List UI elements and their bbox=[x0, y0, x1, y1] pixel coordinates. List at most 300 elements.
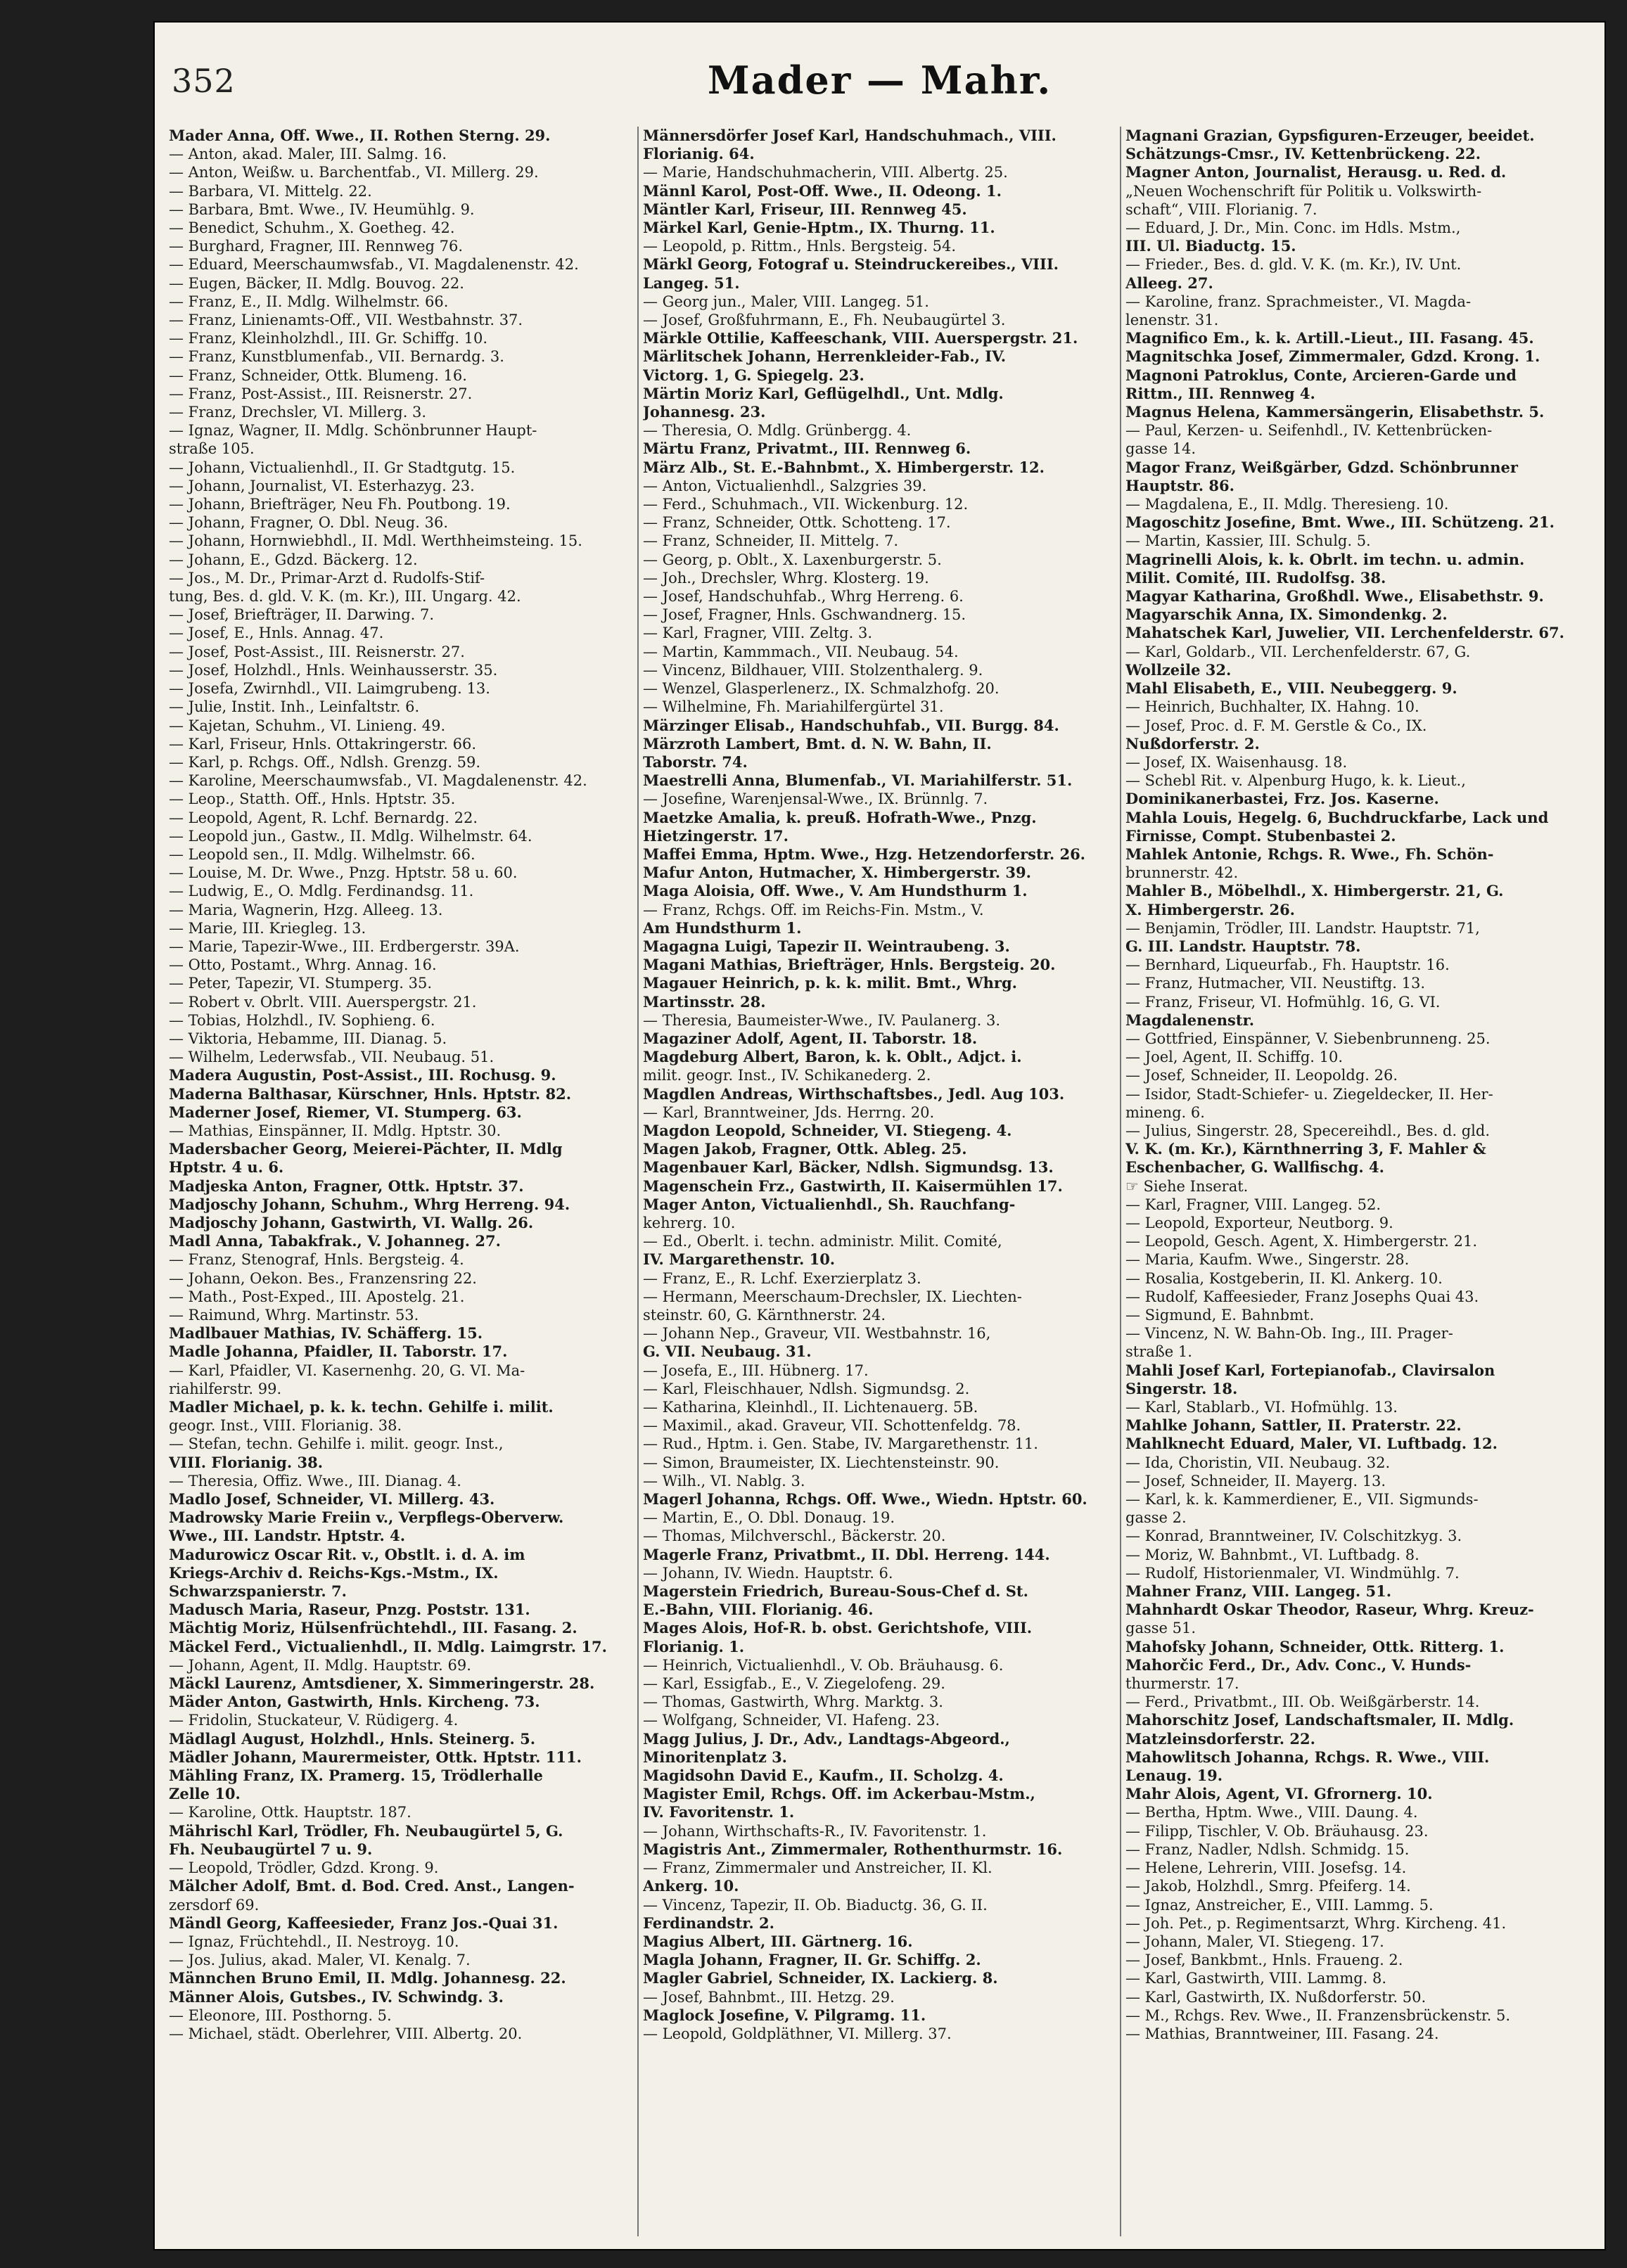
directory-entry: Magner Anton, Journalist, Herausg. u. Red. d. bbox=[1125, 163, 1507, 181]
directory-entry: Maderna Balthasar, Kürschner, Hnls. Hptstr. 82. bbox=[169, 1084, 572, 1103]
directory-entry: — Eleonore, III. Posthorng. 5. bbox=[169, 2006, 392, 2024]
directory-entry: Madl Anna, Tabakfrak., V. Johanneg. 27. bbox=[169, 1232, 501, 1250]
directory-entry: — Joh., Drechsler, Whrg. Klosterg. 19. bbox=[643, 569, 929, 587]
directory-entry: IV. Favoritenstr. 1. bbox=[643, 1803, 795, 1821]
directory-entry: — Kajetan, Schuhm., VI. Linieng. 49. bbox=[169, 717, 446, 734]
directory-entry: — Viktoria, Hebamme, III. Dianag. 5. bbox=[169, 1030, 447, 1047]
directory-entry: — Josef, Schneider, II. Leopoldg. 26. bbox=[1125, 1067, 1398, 1084]
directory-entry: — Leopold, Agent, R. Lchf. Bernardg. 22. bbox=[169, 809, 478, 826]
directory-entry: — Ed., Oberlt. i. techn. administr. Milit. Comité, bbox=[643, 1233, 1002, 1250]
directory-entry: Magauer Heinrich, p. k. k. milit. Bmt., Whrg. bbox=[643, 974, 1017, 992]
directory-entry: Magagna Luigi, Tapezir II. Weintraubeng. 3. bbox=[643, 937, 1010, 955]
directory-entry: — Karl, Gastwirth, VIII. Lammg. 8. bbox=[1125, 1970, 1387, 1987]
directory-entry: lenenstr. 31. bbox=[1125, 312, 1219, 329]
directory-entry: — Marie, Handschuhmacherin, VIII. Albertg. 25. bbox=[643, 164, 1008, 181]
directory-entry: — Peter, Tapezir, VI. Stumperg. 35. bbox=[169, 975, 433, 992]
directory-entry: — Johann, Agent, II. Mdlg. Hauptstr. 69. bbox=[169, 1656, 471, 1674]
directory-entry: — Moriz, W. Bahnbmt., VI. Luftbadg. 8. bbox=[1125, 1546, 1419, 1563]
directory-entry: — Mathias, Branntweiner, III. Fasang. 24. bbox=[1125, 2025, 1439, 2042]
directory-entry: — Franz, Schneider, Ottk. Schotteng. 17. bbox=[643, 514, 951, 532]
directory-entry: Mälcher Adolf, Bmt. d. Bod. Cred. Anst., Langen- bbox=[169, 1877, 575, 1895]
directory-entry: Mäder Anton, Gastwirth, Hnls. Kircheng. 73. bbox=[169, 1693, 540, 1711]
directory-entry: — Frieder., Bes. d. gld. V. K. (m. Kr.), IV. Unt. bbox=[1125, 256, 1462, 274]
directory-entry: — Fridolin, Stuckateur, V. Rüdigerg. 4. bbox=[169, 1712, 459, 1729]
directory-entry: — Josef, Bankbmt., Hnls. Fraueng. 2. bbox=[1125, 1952, 1403, 1969]
directory-entry: Mahner Franz, VIII. Langeg. 51. bbox=[1125, 1582, 1392, 1601]
directory-entry: — Karl, Friseur, Hnls. Ottakringerstr. 66. bbox=[169, 735, 477, 752]
directory-entry: Magen Jakob, Fragner, Ottk. Ableg. 25. bbox=[643, 1140, 967, 1158]
directory-entry: — Rudolf, Kaffeesieder, Franz Josephs Quai 43. bbox=[1125, 1288, 1479, 1305]
directory-entry: Langeg. 51. bbox=[643, 274, 740, 292]
directory-entry: — Josefa, Zwirnhdl., VII. Laimgrubeng. 13. bbox=[169, 680, 490, 698]
directory-entry: E.-Bahn, VIII. Florianig. 46. bbox=[643, 1601, 874, 1619]
directory-entry: — Jos. Julius, akad. Maler, VI. Kenalg. 7. bbox=[169, 1952, 471, 1969]
directory-entry: Männersdörfer Josef Karl, Handschuhmach., VIII. bbox=[643, 127, 1057, 144]
directory-entry: — Karl, Fragner, VIII. Langeg. 52. bbox=[1125, 1196, 1382, 1213]
directory-entry: Märtin Moriz Karl, Geflügelhdl., Unt. Mdlg. bbox=[643, 384, 1004, 402]
directory-entry: — Karoline, franz. Sprachmeister., VI. Magda- bbox=[1125, 293, 1472, 310]
directory-entry: — Leopold, p. Rittm., Hnls. Bergsteig. 54. bbox=[643, 238, 956, 255]
page-number: 352 bbox=[172, 62, 236, 100]
directory-entry: IV. Margarethenstr. 10. bbox=[643, 1250, 836, 1269]
directory-entry: Maestrelli Anna, Blumenfab., VI. Mariahilferstr. 51. bbox=[643, 771, 1073, 790]
directory-entry: zersdorf 69. bbox=[169, 1896, 260, 1914]
directory-entry: — Karl, k. k. Kammerdiener, E., VII. Sigmunds- bbox=[1125, 1491, 1479, 1508]
directory-entry: Magdlen Andreas, Wirthschaftsbes., Jedl. Aug 103. bbox=[643, 1084, 1065, 1103]
directory-entry: Magyarschik Anna, IX. Simondenkg. 2. bbox=[1125, 606, 1448, 624]
directory-entry: — Rud., Hptm. i. Gen. Stabe, IV. Margarethenstr. 11. bbox=[643, 1435, 1038, 1453]
directory-entry: gasse 14. bbox=[1125, 440, 1197, 458]
directory-entry: Männer Alois, Gutsbes., IV. Schwindg. 3. bbox=[169, 1987, 504, 2006]
directory-entry: Mahorčic Ferd., Dr., Adv. Conc., V. Hunds- bbox=[1125, 1655, 1472, 1674]
directory-entry: Hptstr. 4 u. 6. bbox=[169, 1158, 284, 1177]
directory-entry: — Konrad, Branntweiner, IV. Colschitzkyg. 3. bbox=[1125, 1527, 1462, 1545]
directory-entry: — Johann, Wirthschafts-R., IV. Favoritenstr. 1. bbox=[643, 1822, 987, 1840]
directory-entry: — Magdalena, E., II. Mdlg. Theresieng. 10. bbox=[1125, 496, 1449, 513]
column-1 bbox=[169, 127, 633, 2236]
directory-entry: Madjoschy Johann, Schuhm., Whrg Herreng. 94. bbox=[169, 1195, 570, 1213]
directory-entry: — Josef, Großfuhrmann, E., Fh. Neubaugürtel 3. bbox=[643, 312, 1006, 329]
directory-entry: Magerl Johanna, Rchgs. Off. Wwe., Wiedn. Hptstr. 60. bbox=[643, 1490, 1087, 1508]
directory-entry: Magler Gabriel, Schneider, IX. Lackierg. 8. bbox=[643, 1969, 998, 1987]
directory-entry: Mäntler Karl, Friseur, III. Rennweg 45. bbox=[643, 200, 967, 218]
directory-entry: — Leopold, Trödler, Gdzd. Krong. 9. bbox=[169, 1859, 439, 1877]
directory-entry: — Karl, p. Rchgs. Off., Ndlsh. Grenzg. 59. bbox=[169, 753, 481, 771]
directory-entry: — Theresia, Offiz. Wwe., III. Dianag. 4. bbox=[169, 1472, 461, 1489]
directory-entry: Magyar Katharina, Großhdl. Wwe., Elisabethstr. 9. bbox=[1125, 587, 1544, 606]
directory-entry: — Johann, Journalist, VI. Esterhazyg. 23. bbox=[169, 477, 475, 494]
directory-entry: — Ferd., Schuhmach., VII. Wickenburg. 12. bbox=[643, 496, 969, 513]
directory-entry: VIII. Florianig. 38. bbox=[169, 1453, 324, 1471]
directory-entry: Magnitschka Josef, Zimmermaler, Gdzd. Krong. 1. bbox=[1125, 347, 1540, 366]
directory-entry: — Thomas, Gastwirth, Whrg. Marktg. 3. bbox=[643, 1693, 943, 1711]
directory-entry: — Vincenz, N. W. Bahn-Ob. Ing., III. Prager- bbox=[1125, 1325, 1453, 1343]
directory-entry: schaft“, VIII. Florianig. 7. bbox=[1125, 200, 1317, 218]
directory-entry: Magani Mathias, Briefträger, Hnls. Bergsteig. 20. bbox=[643, 956, 1056, 974]
directory-entry: — Wolfgang, Schneider, VI. Hafeng. 23. bbox=[643, 1712, 940, 1729]
directory-entry: — Raimund, Whrg. Martinstr. 53. bbox=[169, 1307, 419, 1324]
directory-entry: — Martin, E., O. Dbl. Donaug. 19. bbox=[643, 1509, 895, 1527]
directory-entry: Alleeg. 27. bbox=[1125, 274, 1213, 292]
directory-entry: Mäckl Laurenz, Amtsdiener, X. Simmeringerstr. 28. bbox=[169, 1674, 595, 1693]
directory-entry: März Alb., St. E.-Bahnbmt., X. Himbergerstr. 12. bbox=[643, 458, 1045, 476]
directory-entry: — Vincenz, Bildhauer, VIII. Stolzenthalerg. 9. bbox=[643, 661, 983, 679]
directory-entry: Zelle 10. bbox=[169, 1785, 241, 1803]
directory-entry: Magerstein Friedrich, Bureau-Sous-Chef d. St. bbox=[643, 1582, 1028, 1601]
directory-entry: Märlitschek Johann, Herrenkleider-Fab., IV. bbox=[643, 347, 1007, 366]
directory-entry: Martinsstr. 28. bbox=[643, 992, 766, 1011]
directory-entry: mineng. 6. bbox=[1125, 1103, 1205, 1121]
directory-entry: — Maria, Kaufm. Wwe., Singerstr. 28. bbox=[1125, 1251, 1410, 1269]
running-head: Mader — Mahr. bbox=[707, 58, 1052, 103]
directory-entry: — Franz, Schneider, II. Mittelg. 7. bbox=[643, 532, 899, 550]
directory-entry: — Franz, Linienamts-Off., VII. Westbahnstr. 37. bbox=[169, 312, 523, 329]
directory-entry: — Math., Post-Exped., III. Apostelg. 21. bbox=[169, 1288, 465, 1305]
directory-entry: — Hermann, Meerschaum-Drechsler, IX. Liechten- bbox=[643, 1288, 1022, 1305]
directory-entry: Märkle Ottilie, Kaffeeschank, VIII. Auerspergstr. 21. bbox=[643, 329, 1078, 347]
directory-entry: Magidsohn David E., Kaufm., II. Scholzg. 4. bbox=[643, 1767, 1004, 1785]
directory-entry: — Karl, Gastwirth, IX. Nußdorferstr. 50. bbox=[1125, 1988, 1427, 2006]
directory-entry: — Johann, IV. Wiedn. Hauptstr. 6. bbox=[643, 1564, 893, 1582]
directory-entry: — Josef, Schneider, II. Mayerg. 13. bbox=[1125, 1472, 1386, 1489]
directory-entry: gasse 2. bbox=[1125, 1509, 1187, 1527]
directory-entry: G. III. Landstr. Hauptstr. 78. bbox=[1125, 937, 1361, 955]
directory-entry: Mädler Johann, Maurermeister, Ottk. Hptstr. 111. bbox=[169, 1748, 582, 1766]
directory-entry: — Bertha, Hptm. Wwe., VIII. Daung. 4. bbox=[1125, 1804, 1418, 1821]
directory-entry: — Bernhard, Liqueurfab., Fh. Hauptstr. 16. bbox=[1125, 956, 1450, 974]
directory-entry: — Schebl Rit. v. Alpenburg Hugo, k. k. Lieut., bbox=[1125, 772, 1466, 790]
directory-entry: — Wenzel, Glasperlenerz., IX. Schmalzhofg. 20. bbox=[643, 680, 1000, 698]
directory-entry: — Mathias, Einspänner, II. Mdlg. Hptstr. 30. bbox=[169, 1122, 502, 1139]
directory-entry: Rittm., III. Rennweg 4. bbox=[1125, 384, 1315, 402]
column-divider bbox=[637, 127, 639, 2236]
directory-entry: Mahr Alois, Agent, VI. Gfrornerg. 10. bbox=[1125, 1785, 1433, 1803]
directory-entry: straße 105. bbox=[169, 440, 255, 458]
directory-entry: — Karl, Goldarb., VII. Lerchenfelderstr. 67, G. bbox=[1125, 643, 1471, 660]
column-2 bbox=[643, 127, 1116, 2236]
directory-entry: — Anton, Weißw. u. Barchentfab., VI. Millerg. 29. bbox=[169, 164, 539, 181]
directory-entry: — Wilhelm, Lederwsfab., VII. Neubaug. 51. bbox=[169, 1049, 495, 1066]
directory-entry: — Johann, Maler, VI. Stiegeng. 17. bbox=[1125, 1933, 1384, 1950]
directory-entry: — Theresia, O. Mdlg. Grünbergg. 4. bbox=[643, 422, 912, 440]
directory-entry: — Ignaz, Wagner, II. Mdlg. Schönbrunner Haupt- bbox=[169, 422, 537, 440]
directory-entry: Mahlknecht Eduard, Maler, VI. Luftbadg. 12. bbox=[1125, 1435, 1498, 1453]
page-header bbox=[153, 21, 1606, 120]
directory-entry: — Jos., M. Dr., Primar-Arzt d. Rudolfs-Stif- bbox=[169, 569, 485, 587]
directory-entry: — Martin, Kassier, III. Schulg. 5. bbox=[1125, 532, 1371, 550]
directory-entry: Mäckel Ferd., Victualienhdl., II. Mdlg. Laimgrstr. 17. bbox=[169, 1637, 607, 1655]
directory-entry: Mahl Elisabeth, E., VIII. Neubeggerg. 9. bbox=[1125, 679, 1457, 698]
directory-entry: — Jakob, Holzhdl., Smrg. Pfeiferg. 14. bbox=[1125, 1878, 1411, 1895]
directory-entry: — Katharina, Kleinhdl., II. Lichtenauerg. 5B. bbox=[643, 1399, 978, 1416]
directory-entry: — Tobias, Holzhdl., IV. Sophieng. 6. bbox=[169, 1011, 435, 1029]
directory-entry: Hauptstr. 86. bbox=[1125, 476, 1234, 494]
directory-entry: Minoritenplatz 3. bbox=[643, 1748, 787, 1766]
directory-entry: Madersbacher Georg, Meierei-Pächter, II. Mdlg bbox=[169, 1140, 563, 1158]
directory-entry: Fh. Neubaugürtel 7 u. 9. bbox=[169, 1840, 373, 1858]
directory-entry: Florianig. 1. bbox=[643, 1637, 745, 1655]
directory-entry: — Franz, Drechsler, VI. Millerg. 3. bbox=[169, 404, 427, 421]
directory-entry: — Ida, Choristin, VII. Neubaug. 32. bbox=[1125, 1454, 1391, 1471]
directory-entry: thurmerstr. 17. bbox=[1125, 1675, 1239, 1693]
directory-entry: — Ferd., Privatbmt., III. Ob. Weißgärberstr. 14. bbox=[1125, 1693, 1480, 1711]
directory-entry: riahilferstr. 99. bbox=[169, 1380, 282, 1397]
directory-entry: Wwe., III. Landstr. Hptstr. 4. bbox=[169, 1527, 406, 1545]
directory-entry: Maffei Emma, Hptm. Wwe., Hzg. Hetzendorferstr. 26. bbox=[643, 845, 1085, 863]
directory-entry: Märzinger Elisab., Handschuhfab., VII. Burgg. 84. bbox=[643, 716, 1059, 734]
directory-entry: V. K. (m. Kr.), Kärnthnerring 3, F. Mahler & bbox=[1125, 1140, 1486, 1158]
directory-columns bbox=[169, 127, 1591, 2236]
directory-entry: — Eduard, J. Dr., Min. Conc. im Hdls. Mstm., bbox=[1125, 219, 1461, 237]
directory-entry: Madler Michael, p. k. k. techn. Gehilfe i. milit. bbox=[169, 1398, 554, 1416]
directory-entry: Matzleinsdorferstr. 22. bbox=[1125, 1729, 1315, 1748]
directory-entry: — Karl, Fragner, VIII. Zeltg. 3. bbox=[643, 624, 873, 642]
directory-entry: Hietzingerstr. 17. bbox=[643, 826, 789, 845]
directory-entry: — Otto, Postamt., Whrg. Annag. 16. bbox=[169, 956, 437, 974]
directory-entry: — Maria, Wagnerin, Hzg. Alleeg. 13. bbox=[169, 901, 443, 918]
directory-entry: geogr. Inst., VIII. Florianig. 38. bbox=[169, 1417, 402, 1435]
directory-entry: — Franz, Stenograf, Hnls. Bergsteig. 4. bbox=[169, 1251, 464, 1269]
directory-entry: — Franz, Kleinholzhdl., III. Gr. Schiffg. 10. bbox=[169, 330, 488, 347]
directory-entry: — Franz, Rchgs. Off. im Reichs-Fin. Mstm., V. bbox=[643, 901, 984, 918]
directory-entry: — Barbara, Bmt. Wwe., IV. Heumühlg. 9. bbox=[169, 200, 475, 218]
directory-entry: — Helene, Lehrerin, VIII. Josefsg. 14. bbox=[1125, 1859, 1407, 1877]
directory-entry: — Josef, Holzhdl., Hnls. Weinhausserstr. 35. bbox=[169, 661, 498, 679]
directory-entry: — Leopold, Gesch. Agent, X. Himbergerstr. 21. bbox=[1125, 1233, 1478, 1250]
directory-entry: — Ignaz, Früchtehdl., II. Nestroyg. 10. bbox=[169, 1933, 459, 1950]
directory-entry: — Franz, Friseur, VI. Hofmühlg. 16, G. VI. bbox=[1125, 993, 1441, 1011]
directory-entry: — Filipp, Tischler, V. Ob. Bräuhausg. 23. bbox=[1125, 1822, 1429, 1840]
directory-entry: — Karoline, Meerschaumwsfab., VI. Magdalenenstr. 42. bbox=[169, 772, 587, 790]
directory-entry: — Stefan, techn. Gehilfe i. milit. geogr. Inst., bbox=[169, 1435, 504, 1453]
directory-entry: steinstr. 60, G. Kärnthnerstr. 24. bbox=[643, 1307, 886, 1324]
directory-entry: Dominikanerbastei, Frz. Jos. Kaserne. bbox=[1125, 790, 1439, 808]
directory-entry: Magnifico Em., k. k. Artill.-Lieut., III. Fasang. 45. bbox=[1125, 329, 1534, 347]
directory-entry: Am Hundsthurm 1. bbox=[643, 918, 802, 937]
directory-entry: — Karl, Branntweiner, Jds. Herrng. 20. bbox=[643, 1103, 935, 1121]
directory-entry: Männchen Bruno Emil, II. Mdlg. Johannesg. 22. bbox=[169, 1969, 566, 1987]
directory-entry: Magnus Helena, Kammersängerin, Elisabethstr. 5. bbox=[1125, 403, 1545, 421]
directory-entry: — Josef, Bahnbmt., III. Hetzg. 29. bbox=[643, 1988, 895, 2006]
directory-entry: — Franz, Hutmacher, VII. Neustiftg. 13. bbox=[1125, 975, 1426, 992]
directory-entry: Mahlke Johann, Sattler, II. Praterstr. 22. bbox=[1125, 1416, 1462, 1435]
directory-entry: — Franz, Post-Assist., III. Reisnerstr. 27. bbox=[169, 385, 473, 402]
directory-entry: — Franz, Nadler, Ndlsh. Schmidg. 15. bbox=[1125, 1840, 1410, 1858]
directory-entry: Magnoni Patroklus, Conte, Arcieren-Garde und bbox=[1125, 366, 1517, 384]
directory-entry: Magg Julius, J. Dr., Adv., Landtags-Abgeord., bbox=[643, 1729, 1010, 1748]
directory-entry: Magor Franz, Weißgärber, Gdzd. Schönbrunner bbox=[1125, 458, 1518, 476]
directory-entry: tung, Bes. d. gld. V. K. (m. Kr.), III. Ungarg. 42. bbox=[169, 588, 521, 606]
directory-entry: Schwarzspanierstr. 7. bbox=[169, 1582, 347, 1601]
directory-entry: — Franz, Schneider, Ottk. Blumeng. 16. bbox=[169, 366, 467, 384]
directory-entry: Victorg. 1, G. Spiegelg. 23. bbox=[643, 366, 864, 384]
directory-entry: — Eugen, Bäcker, II. Mdlg. Bouvog. 22. bbox=[169, 274, 464, 292]
directory-entry: milit. geogr. Inst., IV. Schikanederg. 2. bbox=[643, 1067, 931, 1084]
directory-entry: — M., Rchgs. Rev. Wwe., II. Franzensbrückenstr. 5. bbox=[1125, 2006, 1511, 2024]
directory-entry: — Michael, städt. Oberlehrer, VIII. Albertg. 20. bbox=[169, 2025, 523, 2042]
directory-entry: Wollzeile 32. bbox=[1125, 660, 1232, 679]
directory-entry: — Heinrich, Victualienhdl., V. Ob. Bräuhausg. 6. bbox=[643, 1656, 1004, 1674]
directory-entry: — Robert v. Obrlt. VIII. Auerspergstr. 21. bbox=[169, 993, 477, 1011]
directory-entry: — Marie, Tapezir-Wwe., III. Erdbergerstr. 39A. bbox=[169, 937, 520, 955]
directory-entry: Mächtig Moriz, Hülsenfrüchtehdl., III. Fasang. 2. bbox=[169, 1619, 578, 1637]
directory-entry: Singerstr. 18. bbox=[1125, 1379, 1238, 1397]
directory-entry: — Theresia, Baumeister-Wwe., IV. Paulanerg. 3. bbox=[643, 1011, 1001, 1029]
directory-entry: gasse 51. bbox=[1125, 1620, 1197, 1637]
directory-entry: — Maximil., akad. Graveur, VII. Schottenfeldg. 78. bbox=[643, 1417, 1021, 1435]
directory-entry: — Anton, akad. Maler, III. Salmg. 16. bbox=[169, 146, 447, 163]
directory-entry: Firnisse, Compt. Stubenbastei 2. bbox=[1125, 826, 1396, 845]
directory-entry: — Franz, Zimmermaler und Anstreicher, II. Kl. bbox=[643, 1859, 993, 1877]
directory-entry: Mahler B., Möbelhdl., X. Himbergerstr. 21, G. bbox=[1125, 882, 1504, 900]
directory-entry: — Anton, Victualienhdl., Salzgries 39. bbox=[643, 477, 927, 494]
directory-entry: Märtu Franz, Privatmt., III. Rennweg 6. bbox=[643, 440, 971, 458]
directory-entry: Madurowicz Oscar Rit. v., Obstlt. i. d. A. im bbox=[169, 1545, 525, 1563]
directory-entry: Magdon Leopold, Schneider, VI. Stiegeng. 4. bbox=[643, 1121, 1012, 1139]
directory-entry: Nußdorferstr. 2. bbox=[1125, 734, 1260, 752]
directory-entry: — Franz, E., R. Lchf. Exerzierplatz 3. bbox=[643, 1269, 921, 1287]
directory-entry: Mahatschek Karl, Juwelier, VII. Lerchenfelderstr. 67. bbox=[1125, 624, 1564, 642]
directory-entry: — Johann, Victualienhdl., II. Gr Stadtgutg. 15. bbox=[169, 459, 516, 476]
directory-entry: X. Himbergerstr. 26. bbox=[1125, 900, 1295, 918]
directory-entry: Mages Alois, Hof-R. b. obst. Gerichtshofe, VIII. bbox=[643, 1619, 1033, 1637]
directory-entry: — Wilh., VI. Nablg. 3. bbox=[643, 1472, 805, 1489]
directory-entry: Maga Aloisia, Off. Wwe., V. Am Hundsthurm 1. bbox=[643, 882, 1028, 900]
directory-entry: Mahlek Antonie, Rchgs. R. Wwe., Fh. Schön- bbox=[1125, 845, 1494, 863]
directory-entry: brunnerstr. 42. bbox=[1125, 864, 1239, 882]
directory-entry: Maetzke Amalia, k. preuß. Hofrath-Wwe., Pnzg. bbox=[643, 808, 1037, 826]
directory-entry: — Rosalia, Kostgeberin, II. Kl. Ankerg. 10. bbox=[1125, 1269, 1443, 1287]
directory-entry: Eschenbacher, G. Wallfischg. 4. bbox=[1125, 1158, 1384, 1177]
directory-entry: Magenbauer Karl, Bäcker, Ndlsh. Sigmundsg. 13. bbox=[643, 1158, 1054, 1177]
directory-entry: — Eduard, Meerschaumwsfab., VI. Magdalenenstr. 42. bbox=[169, 256, 579, 274]
directory-entry: Mändl Georg, Kaffeesieder, Franz Jos.-Quai 31. bbox=[169, 1914, 559, 1932]
directory-entry: — Thomas, Milchverschl., Bäckerstr. 20. bbox=[643, 1527, 946, 1545]
directory-entry: Magla Johann, Fragner, II. Gr. Schiffg. 2. bbox=[643, 1951, 981, 1969]
directory-entry: — Ignaz, Anstreicher, E., VIII. Lammg. 5. bbox=[1125, 1896, 1434, 1914]
directory-entry: — Josef, Post-Assist., III. Reisnerstr. 27. bbox=[169, 643, 465, 660]
directory-entry: Magdeburg Albert, Baron, k. k. Oblt., Adjct. i. bbox=[643, 1048, 1022, 1066]
directory-entry: Magrinelli Alois, k. k. Obrlt. im techn. u. admin. bbox=[1125, 550, 1525, 568]
directory-entry: — Barbara, VI. Mittelg. 22. bbox=[169, 182, 372, 200]
directory-entry: Madusch Maria, Raseur, Pnzg. Poststr. 131. bbox=[169, 1601, 530, 1619]
directory-entry: Magnani Grazian, Gypsfiguren-Erzeuger, beeidet. bbox=[1125, 127, 1535, 144]
directory-entry: Mahnhardt Oskar Theodor, Raseur, Whrg. Kreuz- bbox=[1125, 1601, 1534, 1619]
directory-entry: Märkel Karl, Genie-Hptm., IX. Thurng. 11. bbox=[643, 219, 995, 237]
directory-entry: — Josef, IX. Waisenhausg. 18. bbox=[1125, 753, 1348, 771]
directory-entry: — Leopold, Goldpläthner, VI. Millerg. 37. bbox=[643, 2025, 952, 2042]
directory-entry: „Neuen Wochenschrift für Politik u. Volkswirth- bbox=[1125, 182, 1482, 200]
directory-entry: Johannesg. 23. bbox=[643, 403, 766, 421]
column-divider bbox=[1120, 127, 1121, 2236]
directory-entry: — Johann, Hornwiebhdl., II. Mdl. Werthheimsteing. 15. bbox=[169, 532, 582, 550]
directory-entry: Madle Johanna, Pfaidler, II. Taborstr. 17. bbox=[169, 1343, 508, 1361]
directory-entry: Madlbauer Mathias, IV. Schäfferg. 15. bbox=[169, 1324, 483, 1343]
directory-entry: ☞ Siehe Inserat. bbox=[1125, 1177, 1249, 1195]
directory-entry: — Isidor, Stadt-Schiefer- u. Ziegeldecker, II. Her- bbox=[1125, 1085, 1493, 1103]
directory-entry: Ankerg. 10. bbox=[643, 1877, 739, 1895]
directory-entry: Maderner Josef, Riemer, VI. Stumperg. 63. bbox=[169, 1103, 522, 1121]
directory-entry: — Georg, p. Oblt., X. Laxenburgerstr. 5. bbox=[643, 551, 942, 568]
directory-entry: — Paul, Kerzen- u. Seifenhdl., IV. Kettenbrücken- bbox=[1125, 422, 1493, 440]
directory-entry: — Simon, Braumeister, IX. Liechtensteinstr. 90. bbox=[643, 1454, 1000, 1471]
directory-entry: Mahla Louis, Hegelg. 6, Buchdruckfarbe, Lack und bbox=[1125, 808, 1549, 826]
directory-entry: — Josef, Briefträger, II. Darwing. 7. bbox=[169, 606, 435, 624]
directory-entry: Magius Albert, III. Gärtnerg. 16. bbox=[643, 1932, 913, 1950]
directory-entry: — Karl, Fleischhauer, Ndlsh. Sigmundsg. 2. bbox=[643, 1380, 970, 1397]
directory-entry: Madera Augustin, Post-Assist., III. Rochusg. 9. bbox=[169, 1066, 556, 1084]
directory-entry: — Josefine, Warenjensal-Wwe., IX. Brünnlg. 7. bbox=[643, 790, 988, 808]
directory-entry: — Johann, Oekon. Bes., Franzensring 22. bbox=[169, 1269, 477, 1287]
directory-entry: — Georg jun., Maler, VIII. Langeg. 51. bbox=[643, 293, 929, 310]
directory-entry: — Joel, Agent, II. Schiffg. 10. bbox=[1125, 1049, 1344, 1066]
directory-entry: Mahli Josef Karl, Fortepianofab., Clavirsalon bbox=[1125, 1361, 1495, 1379]
directory-entry: kehrerg. 10. bbox=[643, 1214, 736, 1231]
directory-entry: Kriegs-Archiv d. Reichs-Kgs.-Mstm., IX. bbox=[169, 1563, 499, 1582]
directory-entry: — Leop., Statth. Off., Hnls. Hptstr. 35. bbox=[169, 790, 456, 808]
directory-entry: Magerle Franz, Privatbmt., II. Dbl. Herreng. 144. bbox=[643, 1545, 1050, 1563]
directory-entry: Mager Anton, Victualienhdl., Sh. Rauchfang- bbox=[643, 1195, 1016, 1213]
directory-entry: — Johann, Fragner, O. Dbl. Neug. 36. bbox=[169, 514, 448, 532]
directory-entry: — Martin, Kammmach., VII. Neubaug. 54. bbox=[643, 643, 959, 660]
directory-entry: — Louise, M. Dr. Wwe., Pnzg. Hptstr. 58 u. 60. bbox=[169, 864, 518, 882]
directory-entry: — Karl, Essigfab., E., V. Ziegelofeng. 29. bbox=[643, 1675, 945, 1693]
directory-entry: Magoschitz Josefine, Bmt. Wwe., III. Schützeng. 21. bbox=[1125, 513, 1555, 532]
directory-entry: Magenschein Frz., Gastwirth, II. Kaisermühlen 17. bbox=[643, 1177, 1063, 1195]
directory-entry: — Leopold sen., II. Mdlg. Wilhelmstr. 66. bbox=[169, 845, 476, 863]
directory-entry: — Julius, Singerstr. 28, Specereihdl., Bes. d. gld. bbox=[1125, 1122, 1491, 1139]
directory-entry: — Ludwig, E., O. Mdlg. Ferdinandsg. 11. bbox=[169, 883, 474, 900]
directory-entry: — Josef, Fragner, Hnls. Gschwandnerg. 15. bbox=[643, 606, 966, 624]
directory-entry: — Heinrich, Buchhalter, IX. Hahng. 10. bbox=[1125, 698, 1419, 716]
directory-entry: — Johann, E., Gdzd. Bäckerg. 12. bbox=[169, 551, 418, 568]
directory-entry: — Josefa, E., III. Hübnerg. 17. bbox=[643, 1362, 869, 1379]
directory-entry: — Benedict, Schuhm., X. Goetheg. 42. bbox=[169, 219, 455, 237]
directory-entry: Taborstr. 74. bbox=[643, 752, 748, 771]
directory-entry: — Benjamin, Trödler, III. Landstr. Hauptstr. 71, bbox=[1125, 919, 1480, 937]
directory-entry: Madjeska Anton, Fragner, Ottk. Hptstr. 37. bbox=[169, 1177, 524, 1195]
directory-entry: Magdalenenstr. bbox=[1125, 1011, 1255, 1029]
directory-entry: straße 1. bbox=[1125, 1343, 1192, 1361]
directory-entry: Schätzungs-Cmsr., IV. Kettenbrückeng. 22. bbox=[1125, 145, 1481, 163]
directory-entry: Märkl Georg, Fotograf u. Steindruckereibes., VIII. bbox=[643, 255, 1059, 274]
directory-entry: — Johann, Briefträger, Neu Fh. Poutbong. 19. bbox=[169, 496, 511, 513]
directory-entry: Florianig. 64. bbox=[643, 145, 755, 163]
directory-entry: Magistris Ant., Zimmermaler, Rothenthurmstr. 16. bbox=[643, 1840, 1063, 1858]
directory-entry: — Josef, Proc. d. F. M. Gerstle & Co., IX. bbox=[1125, 717, 1427, 734]
directory-entry: — Franz, E., II. Mdlg. Wilhelmstr. 66. bbox=[169, 293, 449, 310]
directory-entry: Mader Anna, Off. Wwe., II. Rothen Sterng. 29. bbox=[169, 127, 551, 144]
directory-entry: Magister Emil, Rchgs. Off. im Ackerbau-Mstm., bbox=[643, 1785, 1035, 1803]
directory-entry: — Joh. Pet., p. Regimentsarzt, Whrg. Kircheng. 41. bbox=[1125, 1914, 1507, 1932]
directory-entry: — Karl, Pfaidler, VI. Kasernenhg. 20, G. VI. Ma- bbox=[169, 1362, 525, 1379]
directory-entry: Mahorschitz Josef, Landschaftsmaler, II. Mdlg. bbox=[1125, 1711, 1514, 1729]
directory-entry: Madjoschy Johann, Gastwirth, VI. Wallg. 26. bbox=[169, 1213, 534, 1231]
directory-entry: Madlo Josef, Schneider, VI. Millerg. 43. bbox=[169, 1490, 495, 1508]
directory-entry: Ferdinandstr. 2. bbox=[643, 1914, 774, 1932]
directory-entry: — Karl, Stablarb., VI. Hofmühlg. 13. bbox=[1125, 1399, 1398, 1416]
directory-page bbox=[153, 21, 1606, 2250]
directory-entry: — Johann Nep., Graveur, VII. Westbahnstr. 16, bbox=[643, 1325, 991, 1343]
directory-entry: — Josef, Handschuhfab., Whrg Herreng. 6. bbox=[643, 588, 964, 606]
directory-entry: — Sigmund, E. Bahnbmt. bbox=[1125, 1307, 1315, 1324]
directory-entry: III. Ul. Biaductg. 15. bbox=[1125, 237, 1296, 255]
directory-entry: — Vincenz, Tapezir, II. Ob. Biaductg. 36, G. II. bbox=[643, 1896, 988, 1914]
directory-entry: — Julie, Instit. Inh., Leinfaltstr. 6. bbox=[169, 698, 420, 716]
directory-entry: Magaziner Adolf, Agent, II. Taborstr. 18. bbox=[643, 1029, 978, 1047]
directory-entry: — Josef, E., Hnls. Annag. 47. bbox=[169, 624, 384, 642]
directory-entry: Mahofsky Johann, Schneider, Ottk. Ritterg. 1. bbox=[1125, 1637, 1505, 1655]
